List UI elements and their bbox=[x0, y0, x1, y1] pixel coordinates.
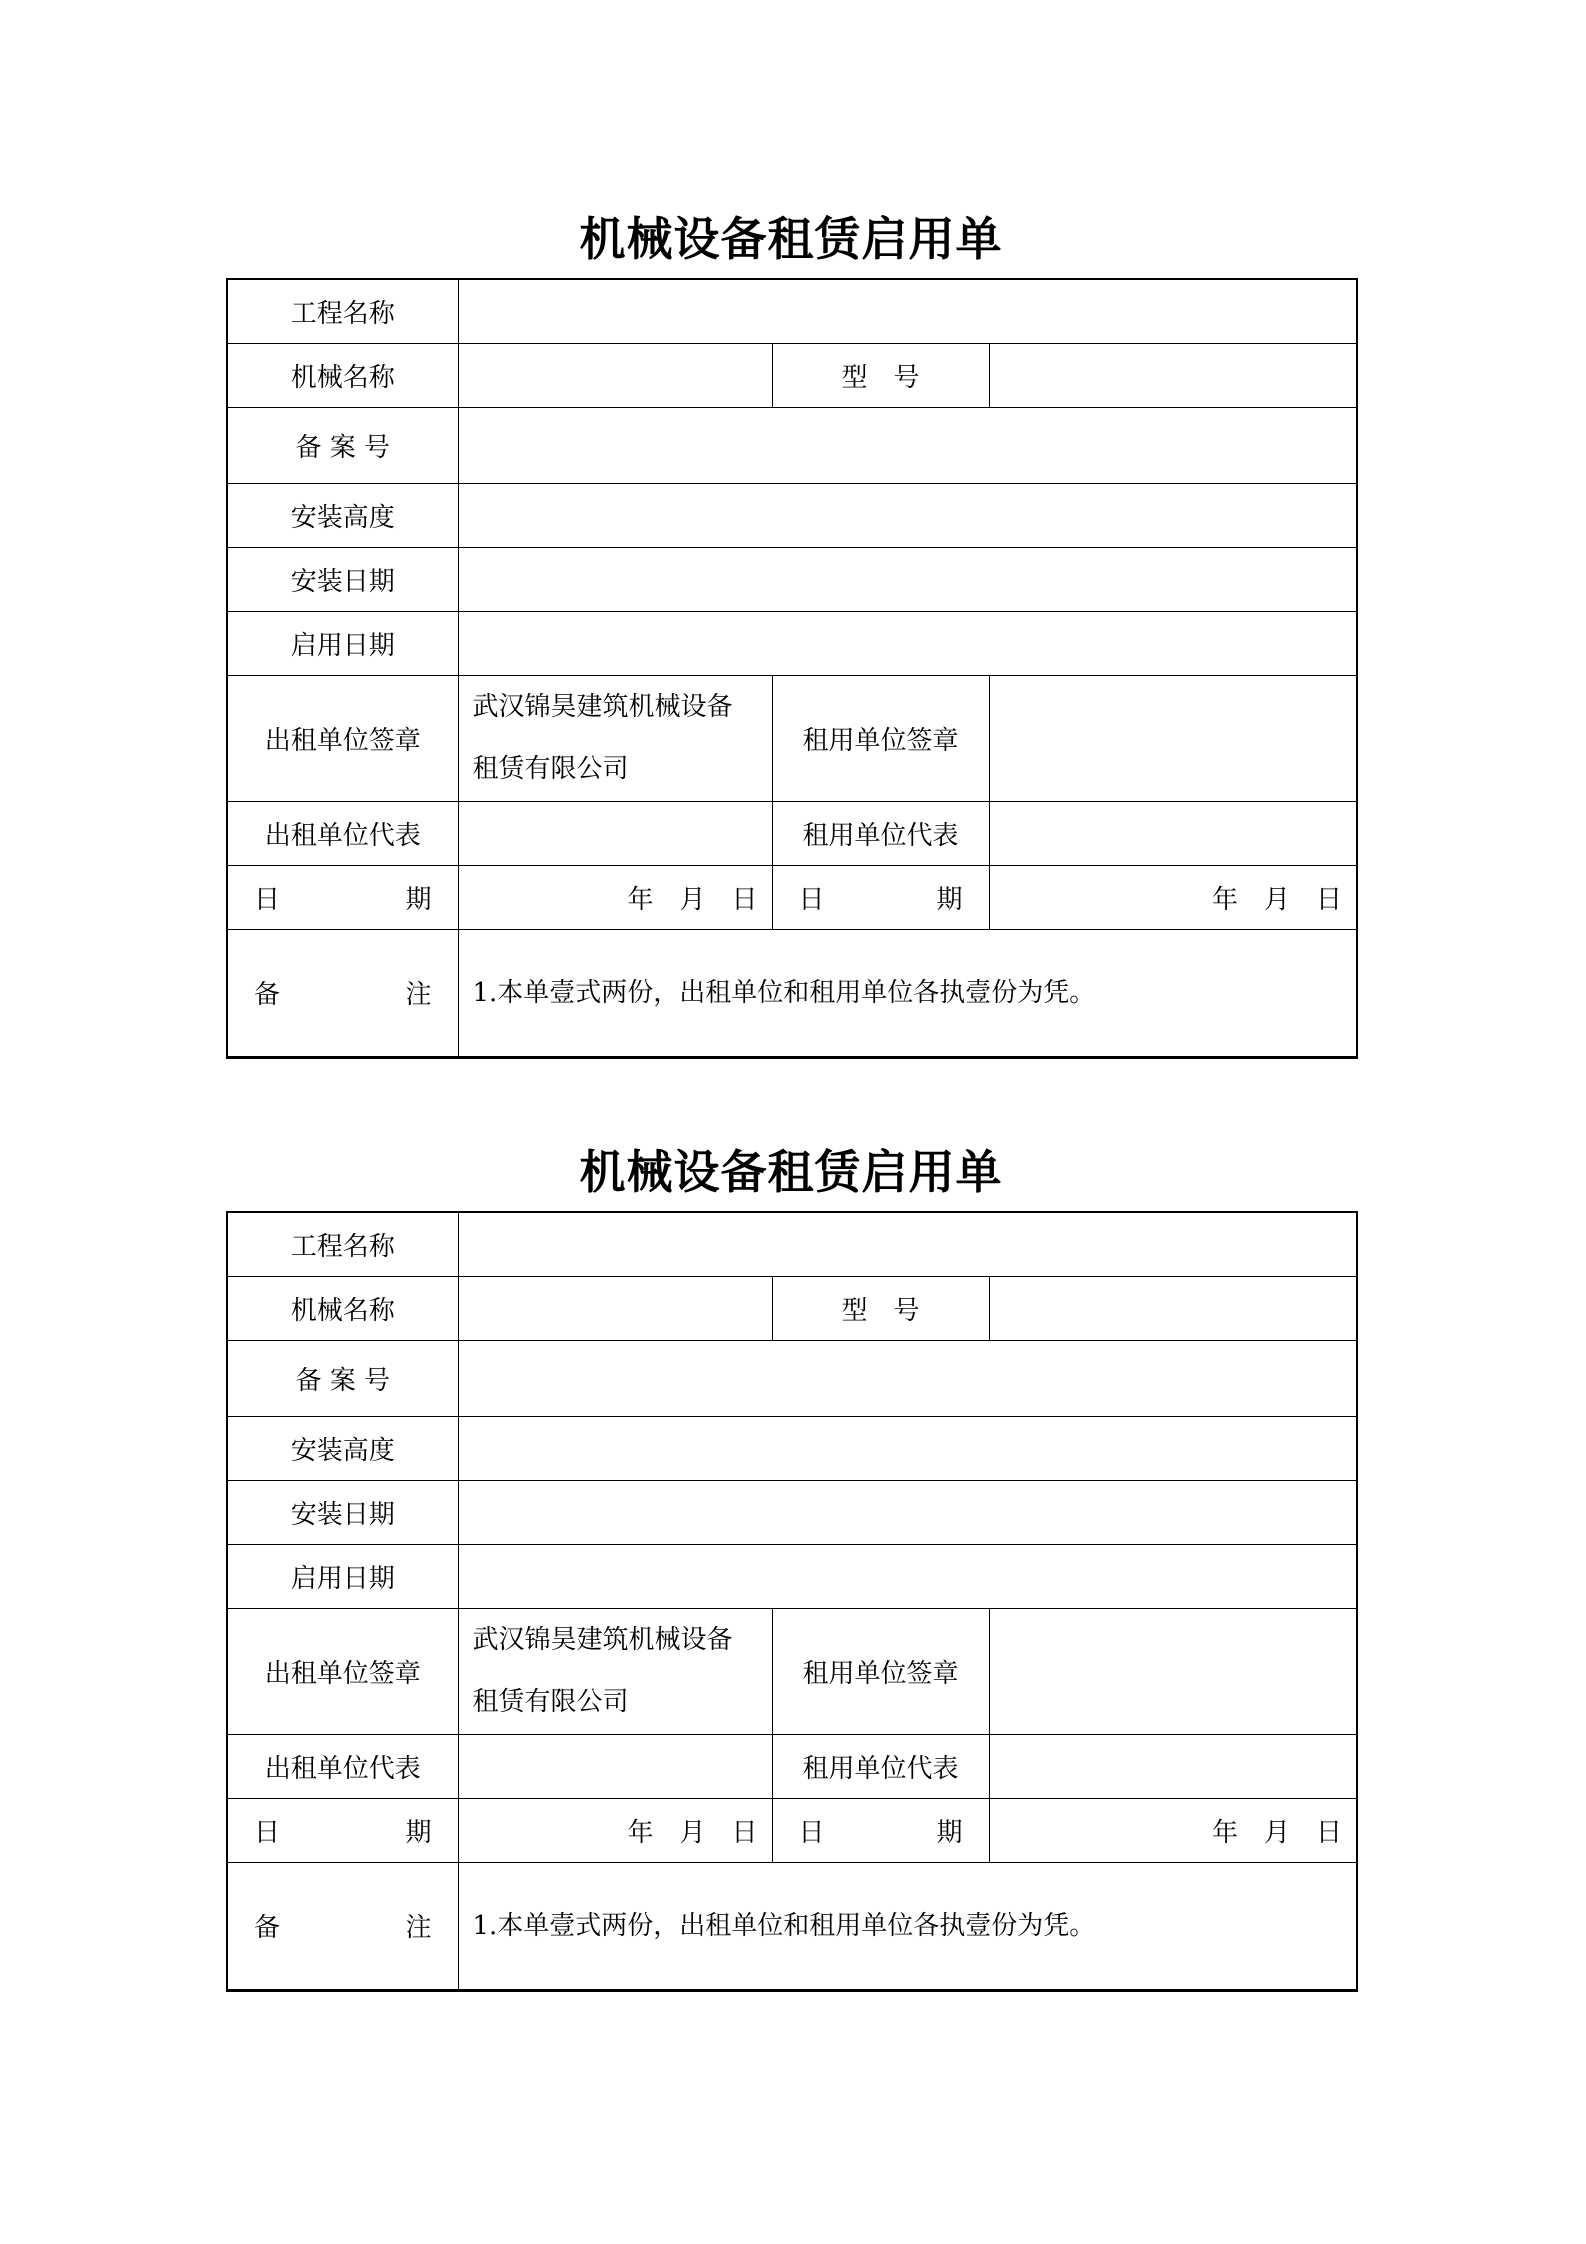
install-date-label: 安装日期 bbox=[227, 547, 458, 611]
start-date-field[interactable] bbox=[458, 1544, 1357, 1608]
project-name-field[interactable] bbox=[458, 279, 1357, 343]
lessee-rep-label: 租用单位代表 bbox=[772, 801, 989, 865]
lessor-date-field[interactable]: 年 月 日 bbox=[458, 865, 772, 929]
install-height-label: 安装高度 bbox=[227, 1416, 458, 1480]
record-no-field[interactable] bbox=[458, 407, 1357, 483]
install-height-field[interactable] bbox=[458, 483, 1357, 547]
remarks-label-char2: 注 bbox=[405, 980, 432, 1010]
remarks-text: 1.本单壹式两份，出租单位和租用单位各执壹份为凭。 bbox=[458, 929, 1357, 1057]
record-no-label: 备 案 号 bbox=[227, 1340, 458, 1416]
install-date-label: 安装日期 bbox=[227, 1480, 458, 1544]
date-label-char1: 日 bbox=[798, 1817, 825, 1848]
remarks-label-char1: 备 bbox=[254, 1913, 281, 1943]
lessee-seal-label: 租用单位签章 bbox=[772, 1608, 989, 1734]
remarks-label bbox=[227, 929, 458, 1057]
model-label: 型 号 bbox=[772, 1276, 989, 1340]
lessee-rep-label: 租用单位代表 bbox=[772, 1734, 989, 1798]
date-label-char2: 期 bbox=[936, 884, 963, 915]
date-label-char1: 日 bbox=[254, 1817, 281, 1848]
machine-name-field[interactable] bbox=[458, 1276, 772, 1340]
lessor-seal-label: 出租单位签章 bbox=[227, 675, 458, 801]
start-date-label: 启用日期 bbox=[227, 1544, 458, 1608]
machine-name-field[interactable] bbox=[458, 343, 772, 407]
install-height-field[interactable] bbox=[458, 1416, 1357, 1480]
lessor-rep-label: 出租单位代表 bbox=[227, 801, 458, 865]
lessor-company bbox=[458, 1608, 772, 1734]
model-label: 型 号 bbox=[772, 343, 989, 407]
remarks-label-char2: 注 bbox=[405, 1913, 432, 1943]
remarks-label bbox=[227, 1862, 458, 1990]
record-no-label: 备 案 号 bbox=[227, 407, 458, 483]
lessor-company-line2: 租赁有限公司 bbox=[472, 1687, 629, 1717]
remarks-text: 1.本单壹式两份，出租单位和租用单位各执壹份为凭。 bbox=[458, 1862, 1357, 1990]
lessor-rep-field[interactable] bbox=[458, 1734, 772, 1798]
lessee-date-field[interactable]: 年 月 日 bbox=[989, 865, 1357, 929]
lessor-company-line1: 武汉锦昊建筑机械设备 bbox=[472, 1625, 733, 1655]
project-name-field[interactable] bbox=[458, 1212, 1357, 1276]
lessor-date-field[interactable]: 年 月 日 bbox=[458, 1798, 772, 1862]
date-label-char1: 日 bbox=[254, 884, 281, 915]
date-label-char2: 期 bbox=[936, 1817, 963, 1848]
lessor-company bbox=[458, 675, 772, 801]
form-title: 机械设备租赁启用单 bbox=[579, 212, 1003, 266]
lessee-rep-field[interactable] bbox=[989, 801, 1357, 865]
lessee-seal-field[interactable] bbox=[989, 1608, 1357, 1734]
date-label-right bbox=[772, 865, 989, 929]
lessor-company-line1: 武汉锦昊建筑机械设备 bbox=[472, 692, 733, 722]
date-label-char1: 日 bbox=[798, 884, 825, 915]
remarks-label-char1: 备 bbox=[254, 980, 281, 1010]
lessee-seal-field[interactable] bbox=[989, 675, 1357, 801]
lessor-seal-label: 出租单位签章 bbox=[227, 1608, 458, 1734]
form-title: 机械设备租赁启用单 bbox=[579, 1145, 1003, 1199]
machine-name-label: 机械名称 bbox=[227, 1276, 458, 1340]
rental-form-1 bbox=[226, 200, 1356, 1059]
project-name-label: 工程名称 bbox=[227, 1212, 458, 1276]
lessee-date-field[interactable]: 年 月 日 bbox=[989, 1798, 1357, 1862]
rental-form-table bbox=[226, 278, 1358, 1059]
install-date-field[interactable] bbox=[458, 1480, 1357, 1544]
install-date-field[interactable] bbox=[458, 547, 1357, 611]
lessee-rep-field[interactable] bbox=[989, 1734, 1357, 1798]
lessor-rep-field[interactable] bbox=[458, 801, 772, 865]
model-field[interactable] bbox=[989, 343, 1357, 407]
date-label-char2: 期 bbox=[405, 1817, 432, 1848]
rental-form-table bbox=[226, 1211, 1358, 1992]
rental-form-2 bbox=[226, 1133, 1356, 1992]
start-date-label: 启用日期 bbox=[227, 611, 458, 675]
lessee-seal-label: 租用单位签章 bbox=[772, 675, 989, 801]
model-field[interactable] bbox=[989, 1276, 1357, 1340]
install-height-label: 安装高度 bbox=[227, 483, 458, 547]
date-label-char2: 期 bbox=[405, 884, 432, 915]
start-date-field[interactable] bbox=[458, 611, 1357, 675]
lessor-company-line2: 租赁有限公司 bbox=[472, 754, 629, 784]
lessor-rep-label: 出租单位代表 bbox=[227, 1734, 458, 1798]
date-label-right bbox=[772, 1798, 989, 1862]
record-no-field[interactable] bbox=[458, 1340, 1357, 1416]
date-label-left bbox=[227, 1798, 458, 1862]
date-label-left bbox=[227, 865, 458, 929]
project-name-label: 工程名称 bbox=[227, 279, 458, 343]
machine-name-label: 机械名称 bbox=[227, 343, 458, 407]
